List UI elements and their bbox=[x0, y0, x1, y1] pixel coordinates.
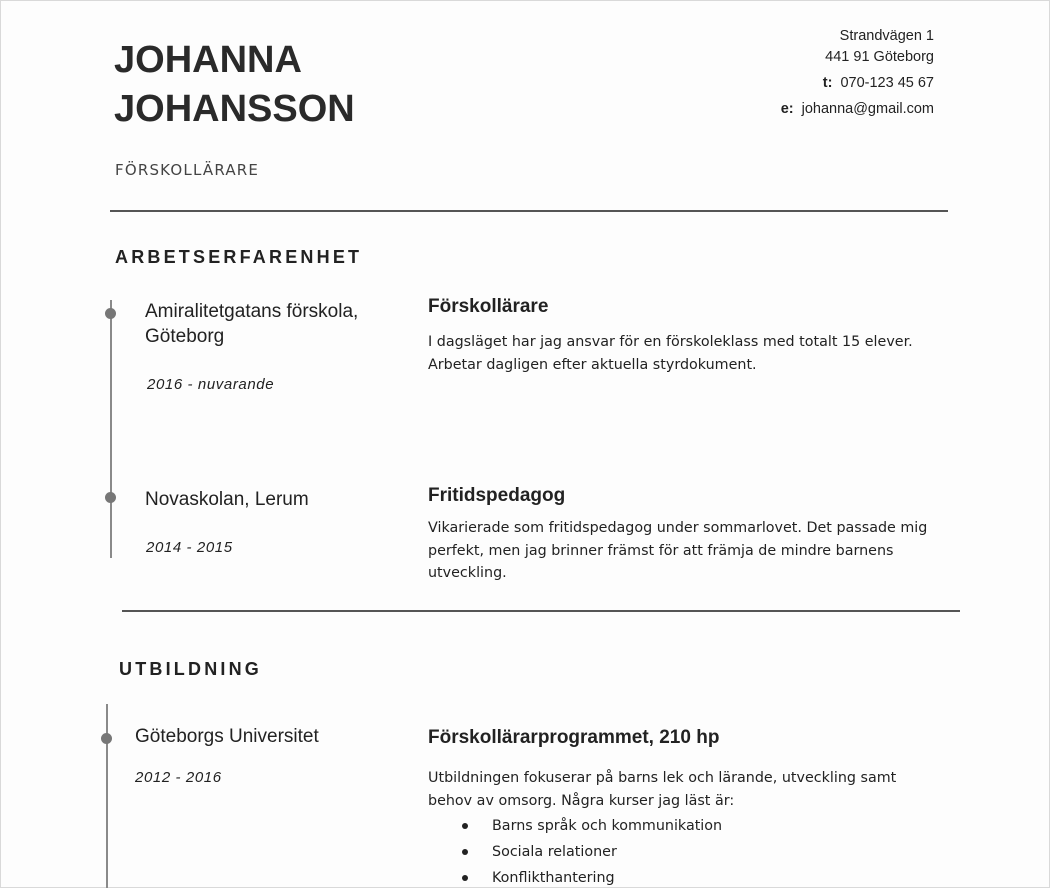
bullet-icon bbox=[462, 823, 468, 829]
timeline-dot bbox=[105, 492, 116, 503]
email-label: e: bbox=[780, 101, 794, 117]
experience-place-line: Novaskolan, Lerum bbox=[145, 489, 309, 510]
education-timeline bbox=[106, 704, 108, 888]
course-label: Sociala relationer bbox=[492, 844, 617, 860]
experience-place bbox=[145, 299, 358, 349]
experience-description: I dagsläget har jag ansvar för en förskoleklass med totalt 15 elever. Arbetar dagligen efter aktuella styrdokument. bbox=[428, 334, 913, 373]
bullet-icon bbox=[462, 875, 468, 881]
experience-place-line: Amiralitetgatans förskola, bbox=[145, 301, 359, 322]
bullet-icon bbox=[462, 849, 468, 855]
job-title: FÖRSKOLLÄRARE bbox=[115, 161, 260, 179]
experience-role: Fritidspedagog bbox=[428, 485, 566, 506]
course-label: Barns språk och kommunikation bbox=[492, 818, 723, 834]
course-item bbox=[462, 815, 722, 841]
timeline-dot bbox=[105, 308, 116, 319]
course-list bbox=[462, 815, 722, 888]
contact-email-row bbox=[781, 99, 934, 120]
experience-timeline bbox=[110, 300, 112, 558]
course-item bbox=[462, 867, 722, 888]
section-title-experience: ARBETSERFARENHET bbox=[115, 247, 363, 267]
name-first: JOHANNA bbox=[114, 39, 302, 81]
phone-label: t: bbox=[822, 75, 833, 91]
experience-dates: 2016 - nuvarande bbox=[147, 376, 275, 393]
timeline-dot bbox=[101, 733, 112, 744]
education-place: Göteborgs Universitet bbox=[135, 726, 319, 747]
section-title-education: UTBILDNING bbox=[119, 659, 262, 679]
experience-dates: 2014 - 2015 bbox=[146, 539, 233, 556]
course-item bbox=[462, 841, 722, 867]
course-label: Konflikthantering bbox=[492, 870, 615, 886]
applicant-name bbox=[114, 36, 355, 134]
contact-street: Strandvägen 1 bbox=[839, 28, 934, 44]
education-description: Utbildningen fokuserar på barns lek och lärande, utveckling samt behov av omsorg. Några kurser jag läst är: bbox=[428, 770, 897, 809]
education-program: Förskollärarprogrammet, 210 hp bbox=[428, 727, 720, 748]
experience-role: Förskollärare bbox=[428, 296, 549, 317]
experience-place bbox=[145, 487, 309, 512]
section-divider bbox=[122, 610, 960, 612]
contact-city: 441 91 Göteborg bbox=[825, 49, 934, 65]
header-divider bbox=[110, 210, 948, 212]
contact-phone: 070-123 45 67 bbox=[840, 75, 934, 91]
contact-phone-row bbox=[781, 73, 934, 94]
experience-description: Vikarierade som fritidspedagog under sommarlovet. Det passade mig perfekt, men jag brinner främst för att främja de mindre barnens utveckling. bbox=[428, 520, 928, 581]
contact-block bbox=[781, 26, 934, 120]
contact-email: johanna@gmail.com bbox=[801, 101, 934, 117]
education-dates: 2012 - 2016 bbox=[135, 769, 222, 786]
name-last: JOHANSSON bbox=[114, 88, 355, 130]
experience-place-line: Göteborg bbox=[145, 326, 225, 347]
